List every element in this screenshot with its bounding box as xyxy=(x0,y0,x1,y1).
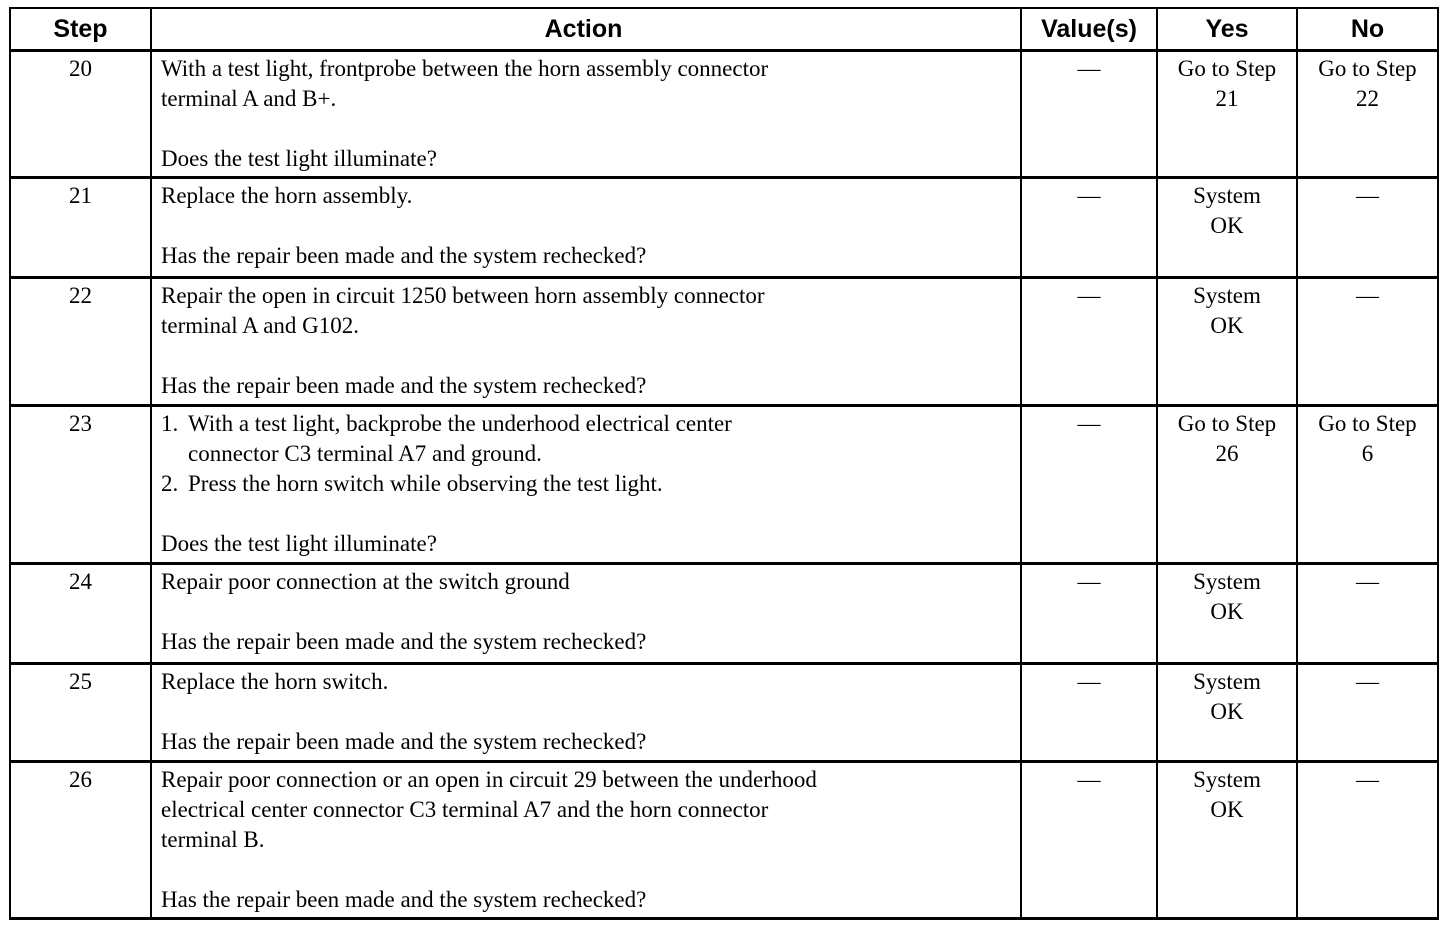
yes-text: Go to Step xyxy=(1177,411,1277,436)
action-cell xyxy=(151,51,1021,178)
step-cell: 26 xyxy=(10,762,151,919)
action-text: Repair poor connection at the switch ground xyxy=(161,569,570,594)
table-row xyxy=(10,406,1438,564)
action-cell xyxy=(151,406,1021,564)
yes-text: System xyxy=(1193,767,1261,792)
action-question: Has the repair been made and the system rechecked? xyxy=(161,729,647,754)
action-text: Repair poor connection or an open in circuit 29 between the underhood xyxy=(161,767,817,792)
step-cell: 22 xyxy=(10,278,151,406)
table-row xyxy=(10,278,1438,406)
action-question: Has the repair been made and the system rechecked? xyxy=(161,629,647,654)
yes-text: 26 xyxy=(1215,441,1239,466)
action-text: terminal A and G102. xyxy=(161,313,360,338)
action-cell xyxy=(151,278,1021,406)
table-row xyxy=(10,564,1438,664)
header-yes: Yes xyxy=(1157,8,1297,51)
value-cell: — xyxy=(1021,51,1157,178)
action-text: connector C3 terminal A7 and ground. xyxy=(188,441,542,466)
no-cell xyxy=(1297,762,1438,919)
table-row xyxy=(10,664,1438,762)
yes-text: System xyxy=(1193,283,1261,308)
no-cell xyxy=(1297,51,1438,178)
yes-cell xyxy=(1157,178,1297,278)
value-cell: — xyxy=(1021,664,1157,762)
action-text: With a test light, backprobe the underhood electrical center xyxy=(188,411,732,436)
step-number: 2. xyxy=(161,471,179,496)
action-question: Has the repair been made and the system rechecked? xyxy=(161,243,647,268)
action-cell xyxy=(151,664,1021,762)
spacer xyxy=(161,499,1006,529)
table-row xyxy=(10,51,1438,178)
action-question: Has the repair been made and the system rechecked? xyxy=(161,373,647,398)
yes-cell xyxy=(1157,664,1297,762)
action-text: Replace the horn assembly. xyxy=(161,183,413,208)
no-cell xyxy=(1297,406,1438,564)
no-text: Go to Step xyxy=(1318,411,1417,436)
yes-text: OK xyxy=(1210,313,1244,338)
spacer xyxy=(161,114,1006,144)
yes-text: OK xyxy=(1210,797,1244,822)
yes-cell xyxy=(1157,51,1297,178)
action-text: Repair the open in circuit 1250 between horn assembly connector xyxy=(161,283,765,308)
no-cell xyxy=(1297,564,1438,664)
no-text: — xyxy=(1356,569,1379,594)
no-cell xyxy=(1297,178,1438,278)
action-cell xyxy=(151,178,1021,278)
yes-cell xyxy=(1157,278,1297,406)
yes-text: System xyxy=(1193,183,1261,208)
no-text: — xyxy=(1356,283,1379,308)
step-number: 1. xyxy=(161,411,179,436)
no-text: — xyxy=(1356,183,1379,208)
yes-cell xyxy=(1157,406,1297,564)
no-text: 22 xyxy=(1356,86,1379,111)
action-text: terminal A and B+. xyxy=(161,86,337,111)
yes-text: System xyxy=(1193,669,1261,694)
yes-text: Go to Step xyxy=(1177,56,1277,81)
action-text: Press the horn switch while observing the test light. xyxy=(188,471,663,496)
spacer xyxy=(161,597,1006,627)
yes-cell xyxy=(1157,762,1297,919)
no-text: 6 xyxy=(1361,441,1374,466)
action-question: Does the test light illuminate? xyxy=(161,531,437,556)
step-cell: 24 xyxy=(10,564,151,664)
spacer xyxy=(161,211,1006,241)
spacer xyxy=(161,855,1006,885)
table-row xyxy=(10,762,1438,919)
diagnostic-table xyxy=(9,7,1439,920)
step-cell: 21 xyxy=(10,178,151,278)
action-cell xyxy=(151,564,1021,664)
yes-cell xyxy=(1157,564,1297,664)
spacer xyxy=(161,341,1006,371)
numbered-step xyxy=(161,469,1006,499)
action-question: Does the test light illuminate? xyxy=(161,146,437,171)
step-cell: 20 xyxy=(10,51,151,178)
step-cell: 25 xyxy=(10,664,151,762)
header-action: Action xyxy=(151,8,1021,51)
yes-text: System xyxy=(1193,569,1261,594)
no-text: — xyxy=(1356,669,1379,694)
header-values: Value(s) xyxy=(1021,8,1157,51)
action-text: With a test light, frontprobe between the horn assembly connector xyxy=(161,56,769,81)
no-text: — xyxy=(1356,767,1379,792)
no-cell xyxy=(1297,664,1438,762)
value-cell: — xyxy=(1021,278,1157,406)
value-cell: — xyxy=(1021,178,1157,278)
yes-text: OK xyxy=(1210,699,1244,724)
table-row xyxy=(10,178,1438,278)
no-text: Go to Step xyxy=(1318,56,1417,81)
action-text: terminal B. xyxy=(161,827,265,852)
value-cell: — xyxy=(1021,564,1157,664)
action-text: electrical center connector C3 terminal A7 and the horn connector xyxy=(161,797,769,822)
yes-text: 21 xyxy=(1215,86,1239,111)
header-step: Step xyxy=(10,8,151,51)
header-no: No xyxy=(1297,8,1438,51)
action-cell xyxy=(151,762,1021,919)
yes-text: OK xyxy=(1210,599,1244,624)
action-text: Replace the horn switch. xyxy=(161,669,389,694)
numbered-step xyxy=(161,409,1006,469)
action-question: Has the repair been made and the system rechecked? xyxy=(161,887,647,912)
spacer xyxy=(161,697,1006,727)
step-cell: 23 xyxy=(10,406,151,564)
table-header xyxy=(10,8,1438,51)
table-body xyxy=(10,51,1438,919)
value-cell: — xyxy=(1021,406,1157,564)
header-row xyxy=(10,8,1438,51)
value-cell: — xyxy=(1021,762,1157,919)
yes-text: OK xyxy=(1210,213,1244,238)
no-cell xyxy=(1297,278,1438,406)
